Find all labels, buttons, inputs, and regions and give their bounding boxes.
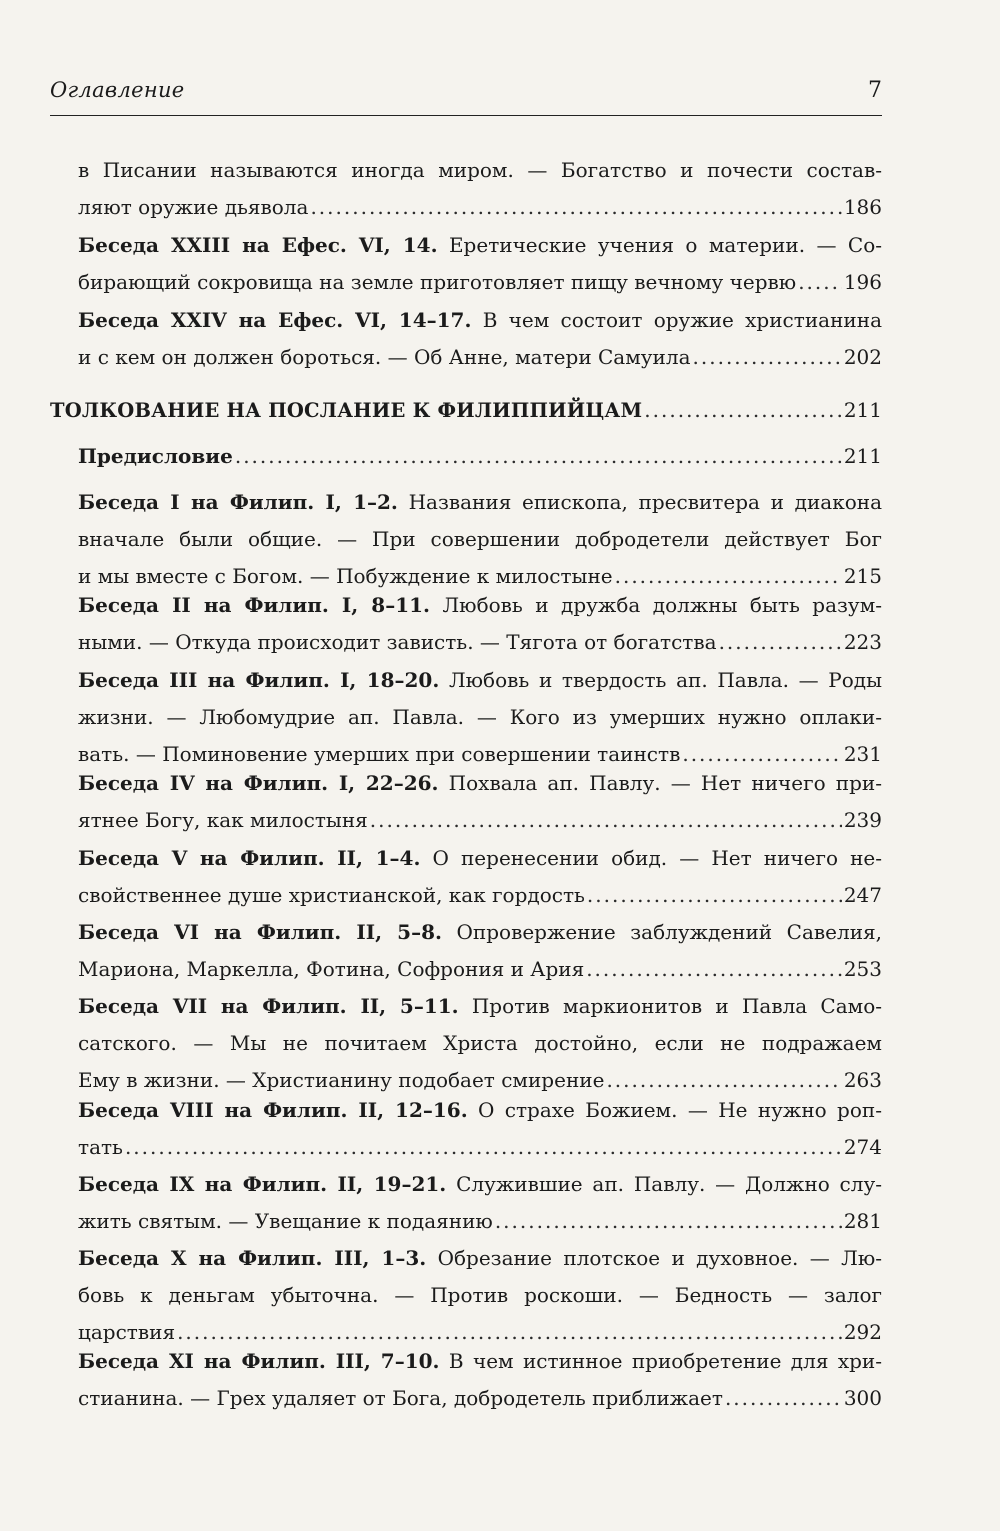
toc-entry[interactable]: [78, 484, 882, 595]
toc-entry-last-line: [78, 1380, 882, 1417]
toc-entry-text: и мы вместе с Богом. — Побуждение к милостыне: [78, 564, 613, 588]
toc-entry-line: [78, 1166, 882, 1203]
toc-entry-line: жизни. — Любомудрие ап. Павла. — Кого из умерших нужно оплаки-: [78, 705, 882, 729]
toc-page-number: 263: [843, 1068, 882, 1092]
toc-entry-line: [78, 1240, 882, 1277]
toc-entry[interactable]: [78, 765, 882, 839]
toc-entry-text: царствия: [78, 1320, 176, 1344]
toc-entry-heading: Беседа IV на Филип. I, 22–26.: [78, 771, 439, 795]
toc-entry-heading: Беседа XI на Филип. III, 7–10.: [78, 1349, 440, 1373]
toc-entry[interactable]: [78, 662, 882, 773]
toc-page-number: 239: [843, 808, 882, 832]
toc-page-number: 223: [843, 630, 882, 654]
toc-entry-text: Обрезание плотское и духовное. — Лю-: [426, 1246, 882, 1270]
toc-entry[interactable]: [78, 914, 882, 988]
toc-entry-text: свойственнее душе христианской, как гордость: [78, 883, 585, 907]
toc-entry-heading: Беседа VIII на Филип. II, 12–16.: [78, 1098, 468, 1122]
toc-entry-heading: Беседа VI на Филип. II, 5–8.: [78, 920, 442, 944]
toc-entry-text: Против маркионитов и Павла Само-: [458, 994, 882, 1018]
toc-entry[interactable]: [78, 1166, 882, 1240]
toc-entry-last-line: [78, 877, 882, 914]
toc-entry[interactable]: [78, 840, 882, 914]
toc-entry-last-line: [78, 951, 882, 988]
leader-dots: [310, 189, 841, 226]
header-title: Оглавление: [50, 78, 185, 102]
toc-entry-heading: Беседа XXIII на Ефес. VI, 14.: [78, 233, 438, 257]
toc-page-number: 211: [843, 444, 882, 468]
toc-entry-line: [78, 587, 882, 624]
toc-entry-text: В чем состоит оружие христианина: [471, 308, 882, 332]
toc-page-number: 202: [843, 345, 882, 369]
toc-entry-heading: Беседа III на Филип. I, 18–20.: [78, 668, 440, 692]
toc-page-number: 196: [843, 270, 882, 294]
toc-entry-heading: Беседа IX на Филип. II, 19–21.: [78, 1172, 447, 1196]
header-page-number: 7: [868, 78, 882, 103]
toc-entry-line: бовь к деньгам убыточна. — Против роскоши. — Бедность — залог: [78, 1283, 882, 1307]
toc-entry-text: Названия епископа, пресвитера и диакона: [397, 490, 882, 514]
toc-entry-text: ными. — Откуда происходит зависть. — Тягота от богатства: [78, 630, 717, 654]
toc-entry-line: [78, 302, 882, 339]
toc-entry-line: в Писании называются иногда миром. — Богатство и почести состав-: [78, 158, 882, 182]
leader-dots: [586, 951, 842, 988]
leader-dots: [644, 392, 842, 429]
toc-entry-line: [78, 1092, 882, 1129]
toc-entry-text: Ему в жизни. — Христианину подобает смирение: [78, 1068, 605, 1092]
toc-entry-line: [78, 988, 882, 1025]
toc-entry-last-line: [78, 802, 882, 839]
toc-entry[interactable]: [78, 152, 882, 226]
toc-entry-text: бирающий сокровища на земле приготовляет пищу вечному червю: [78, 270, 797, 294]
toc-entry-text: и с кем он должен бороться. — Об Анне, матери Самуила: [78, 345, 691, 369]
toc-entry[interactable]: [78, 302, 882, 376]
toc-entry-line: [78, 914, 882, 951]
toc-section-entry[interactable]: [50, 392, 882, 429]
toc-entry-text: О страхе Божием. — Не нужно роп-: [467, 1098, 882, 1122]
toc-entry-last-line: [78, 264, 882, 301]
toc-page-number: 253: [843, 957, 882, 981]
toc-page-number: 292: [843, 1320, 882, 1344]
toc-page-number: 281: [843, 1209, 882, 1233]
toc-page-number: 211: [843, 398, 882, 422]
leader-dots: [370, 802, 842, 839]
toc-entry[interactable]: [78, 988, 882, 1099]
toc-entry-heading: Беседа X на Филип. III, 1–3.: [78, 1246, 427, 1270]
leader-dots: [693, 339, 842, 376]
toc-entry[interactable]: [78, 1240, 882, 1351]
toc-entry-text: ятнее Богу, как милостыня: [78, 808, 368, 832]
toc-entry-text: вать. — Поминовение умерших при совершении таинств: [78, 742, 681, 766]
toc-entry-last-line: [78, 339, 882, 376]
header-rule: [50, 115, 882, 116]
section-title: ТОЛКОВАНИЕ НА ПОСЛАНИЕ К ФИЛИППИЙЦАМ: [50, 399, 643, 422]
toc-entry-line: вначале были общие. — При совершении добродетели действует Бог: [78, 527, 882, 551]
toc-entry-line: [78, 662, 882, 699]
leader-dots: [495, 1203, 842, 1240]
toc-entry[interactable]: [78, 587, 882, 661]
running-header: [50, 78, 882, 110]
toc-entry-text: Еретические учения о материи. — Со-: [437, 233, 882, 257]
toc-entry-last-line: [78, 189, 882, 226]
leader-dots: [125, 1129, 842, 1166]
toc-entry-text: стианина. — Грех удаляет от Бога, добродетель приближает: [78, 1386, 723, 1410]
toc-page-number: 274: [843, 1135, 882, 1159]
leader-dots: [719, 624, 842, 661]
toc-page-number: 231: [843, 742, 882, 766]
toc-entry-last-line: [78, 624, 882, 661]
toc-entry[interactable]: [78, 1343, 882, 1417]
leader-dots: [235, 438, 842, 475]
toc-page-number: 247: [843, 883, 882, 907]
toc-page-number: 186: [843, 195, 882, 219]
leader-dots: [587, 877, 842, 914]
toc-entry[interactable]: [78, 227, 882, 301]
toc-entry-heading: Беседа II на Филип. I, 8–11.: [78, 593, 431, 617]
toc-entry-last-line: [78, 1203, 882, 1240]
toc-entry-line: сатского. — Мы не почитаем Христа достойно, если не подражаем: [78, 1031, 882, 1055]
toc-entry-line: [78, 765, 882, 802]
toc-page-number: 300: [843, 1386, 882, 1410]
toc-entry-text: Мариона, Маркелла, Фотина, Софрония и Ария: [78, 957, 585, 981]
toc-entry-line: [78, 227, 882, 264]
leader-dots: [798, 264, 842, 301]
toc-entry-heading: Предисловие: [78, 444, 233, 468]
toc-entry-heading: Беседа V на Филип. II, 1–4.: [78, 846, 421, 870]
toc-entry-text: Любовь и твердость ап. Павла. — Роды: [439, 668, 883, 692]
toc-entry-text: О перенесении обид. — Нет ничего не-: [420, 846, 883, 870]
toc-entry-text: Служившие ап. Павлу. — Должно слу-: [446, 1172, 882, 1196]
toc-entry-heading: Беседа I на Филип. I, 1–2.: [78, 490, 398, 514]
toc-entry-text: ляют оружие дьявола: [78, 195, 309, 219]
toc-entry-text: Любовь и дружба должны быть разум-: [430, 593, 883, 617]
toc-page-number: 215: [843, 564, 882, 588]
toc-entry-heading: Беседа VII на Филип. II, 5–11.: [78, 994, 459, 1018]
toc-entry-last-line: [78, 1129, 882, 1166]
toc-entry[interactable]: [78, 438, 882, 475]
toc-entry-line: [78, 840, 882, 877]
toc-entry-text: Похвала ап. Павлу. — Нет ничего при-: [438, 771, 882, 795]
toc-entry-last-line: [78, 438, 882, 475]
leader-dots: [725, 1380, 842, 1417]
toc-entry[interactable]: [78, 1092, 882, 1166]
toc-entry-text: Опровержение заблуждений Савелия,: [441, 920, 882, 944]
toc-entry-line: [78, 484, 882, 521]
toc-entry-text: жить святым. — Увещание к подаянию: [78, 1209, 493, 1233]
toc-entry-text: тать: [78, 1135, 123, 1159]
toc-entry-line: [78, 1343, 882, 1380]
toc-entry-last-line: [50, 392, 882, 429]
toc-entry-text: В чем истинное приобретение для хри-: [439, 1349, 882, 1373]
toc-entry-heading: Беседа XXIV на Ефес. VI, 14–17.: [78, 308, 472, 332]
